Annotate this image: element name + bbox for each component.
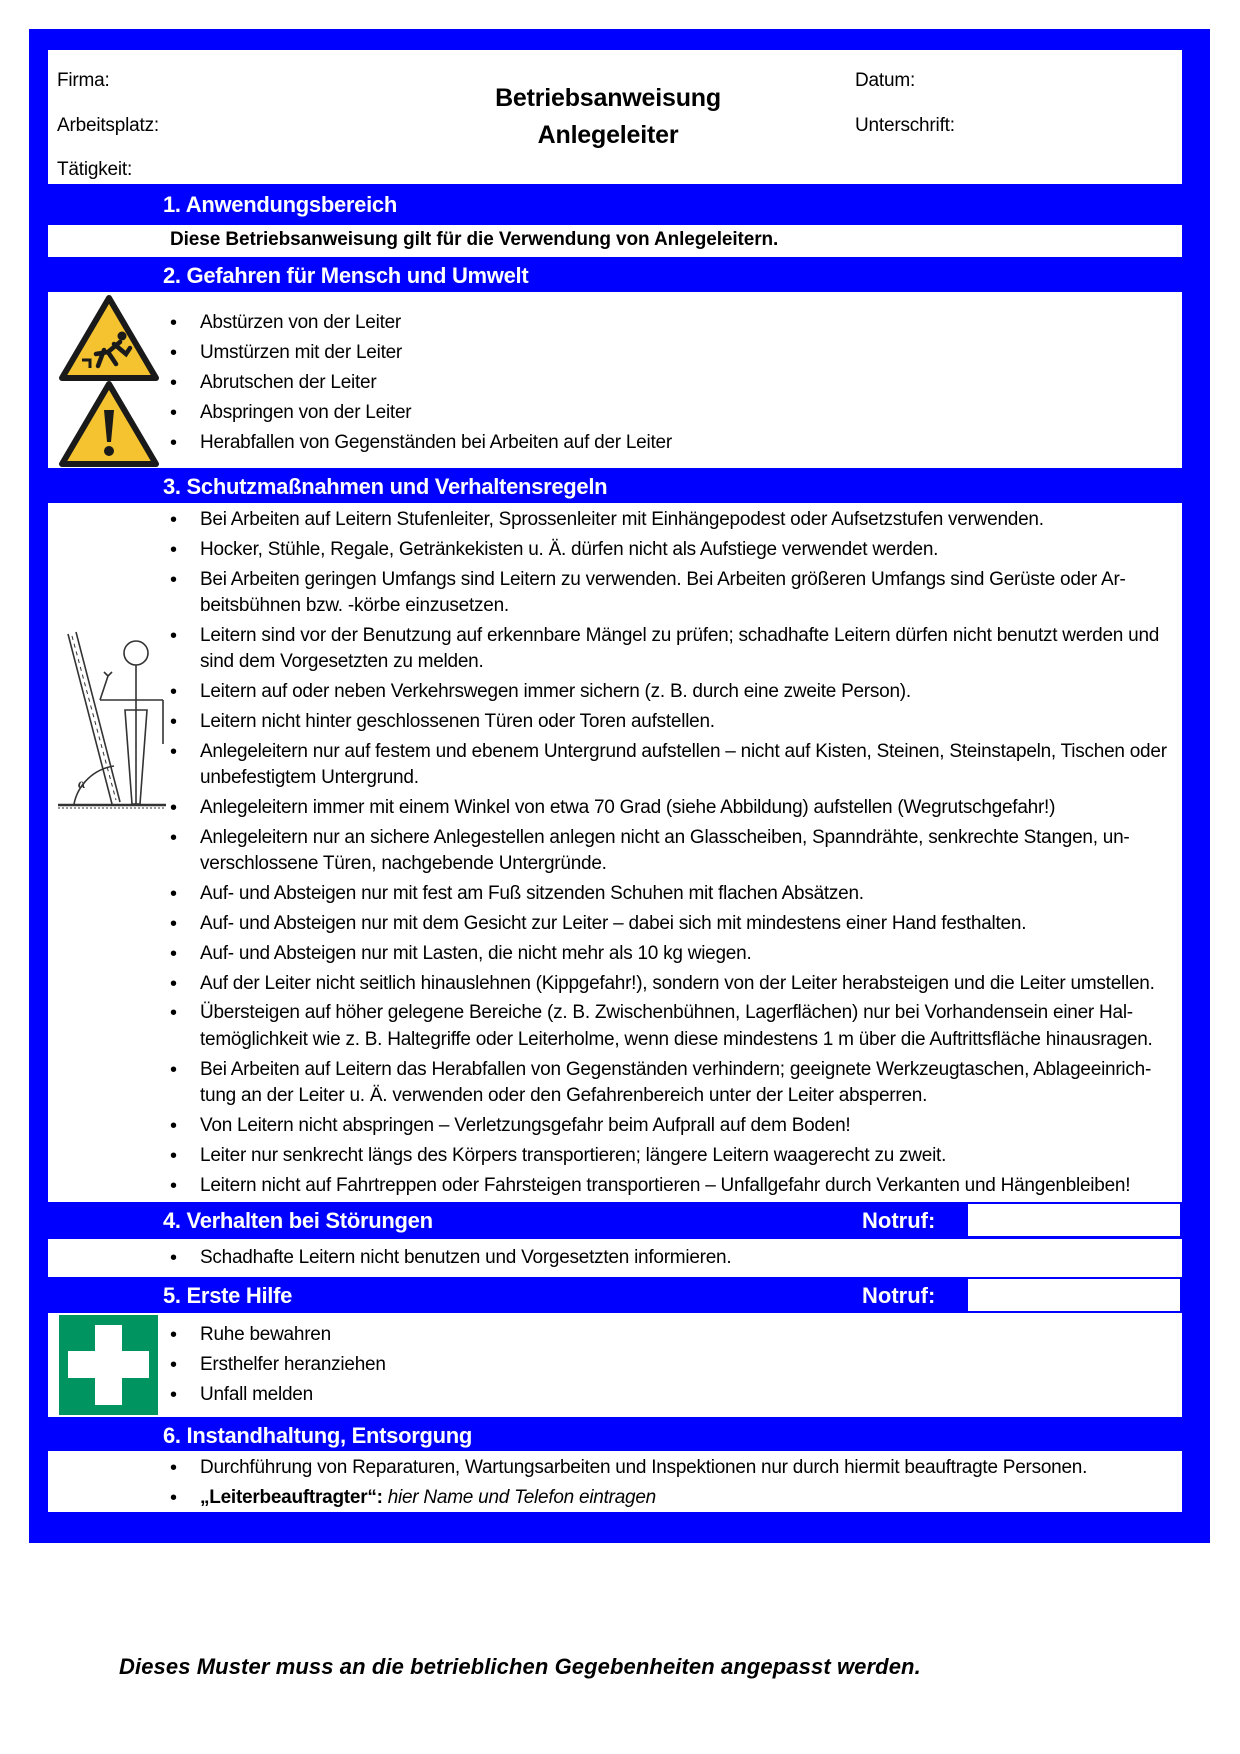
list-item: • Umstürzen mit der Leiter (170, 338, 672, 368)
section-6-heading: 6. Instandhaltung, Entsorgung (163, 1423, 473, 1448)
angle-label: α (78, 777, 86, 792)
list-item: • Auf- und Absteigen nur mit Lasten, die nicht mehr als 10 kg wiegen. (170, 941, 1180, 968)
list-item: • Leitern sind vor der Benutzung auf erkennbare Mängel zu prüfen; schadhafte Leitern dürfen nicht benutzt werden und sind dem Vorgesetzten zu melden. (170, 623, 1180, 676)
section-2-list (170, 308, 672, 458)
section-1-text: Diese Betriebsanweisung gilt für die Verwendung von Anlegeleitern. (170, 229, 779, 250)
general-warning-icon (58, 380, 160, 468)
list-item: • Leitern nicht hinter geschlossenen Türen oder Toren aufstellen. (170, 709, 1180, 736)
list-item: • Schadhafte Leitern nicht benutzen und Vorgesetzten informieren. (170, 1245, 731, 1271)
list-item: • Durchführung von Reparaturen, Wartungsarbeiten und Inspektionen nur durch hiermit beauftragte Personen. (170, 1453, 1087, 1483)
section-3-list (170, 507, 1180, 1202)
document-title: Betriebsanweisung (495, 84, 721, 112)
section-2-heading: 2. Gefahren für Mensch und Umwelt (163, 263, 529, 288)
list-item: • Abrutschen der Leiter (170, 368, 672, 398)
list-item: • Abstürzen von der Leiter (170, 308, 672, 338)
ladder-angle-illustration-icon (58, 628, 166, 816)
section-5-notruf-label: Notruf: (862, 1283, 936, 1308)
list-item: • Unfall melden (170, 1380, 386, 1410)
unterschrift-label: Unterschrift: (855, 115, 955, 136)
list-item: • Leitern nicht auf Fahrtreppen oder Fahrsteigen transportieren – Unfallgefahr durch Verkanten und Hängenbleiben! (170, 1173, 1180, 1200)
list-item: • Hocker, Stühle, Regale, Getränkekisten u. Ä. dürfen nicht als Aufstiege verwendet werden. (170, 537, 1180, 564)
list-item: • Bei Arbeiten auf Leitern Stufenleiter, Sprossenleiter mit Einhängepodest oder Aufsetzstufen verwenden. (170, 507, 1180, 534)
taetigkeit-label: Tätigkeit: (57, 159, 133, 180)
list-item: • Anlegeleitern nur an sichere Anlegestellen anlegen nicht an Glasscheiben, Spanndrähte, senkrechte Stangen, un-verschlossene Türen, nachgebende Untergründe. (170, 825, 1180, 878)
list-item: • Ruhe bewahren (170, 1320, 386, 1350)
list-item: • Auf- und Absteigen nur mit fest am Fuß sitzenden Schuhen mit flachen Absätzen. (170, 881, 1180, 908)
section-6-list (170, 1453, 1087, 1513)
section-4-notruf-field[interactable] (968, 1204, 1180, 1238)
list-item: • Ersthelfer heranziehen (170, 1350, 386, 1380)
list-item: • Leiter nur senkrecht längs des Körpers transportieren; längere Leitern waagerecht zu zweit. (170, 1143, 1180, 1170)
list-item: • Bei Arbeiten auf Leitern das Herabfallen von Gegenständen verhindern; geeignete Werkzeugtaschen, Ablageeinrich-tung an der Leiter u. Ä. verwenden oder den Gefahrenbereich unter der Leiter absperren. (170, 1057, 1180, 1110)
list-item: • Leitern auf oder neben Verkehrswegen immer sichern (z. B. durch eine zweite Person). (170, 679, 1180, 706)
section-4-notruf-label: Notruf: (862, 1208, 936, 1233)
responsible-value[interactable]: hier Name und Telefon eintragen (387, 1487, 656, 1508)
list-item: • Anlegeleitern nur auf festem und ebenem Untergrund aufstellen – nicht auf Kisten, Steinen, Steinstapeln, Tischen oder unbefestigtem Untergrund. (170, 739, 1180, 792)
datum-label: Datum: (855, 70, 916, 91)
list-item: • Von Leitern nicht abspringen – Verletzungsgefahr beim Aufprall auf dem Boden! (170, 1113, 1180, 1140)
header-panel (48, 50, 1182, 184)
footer-note: Dieses Muster muss an die betrieblichen Gegebenheiten angepasst werden. (119, 1654, 921, 1679)
firma-label: Firma: (57, 70, 110, 91)
list-item-responsible (170, 1483, 1087, 1513)
list-item: • Anlegeleitern immer mit einem Winkel von etwa 70 Grad (siehe Abbildung) aufstellen (Wegrutschgefahr!) (170, 795, 1180, 822)
list-item: • Abspringen von der Leiter (170, 398, 672, 428)
document-subtitle: Anlegeleiter (537, 121, 679, 149)
list-item: • Bei Arbeiten geringen Umfangs sind Leitern zu verwenden. Bei Arbeiten größeren Umfangs sind Gerüste oder Ar-beitsbühnen bzw. -körbe einzusetzen. (170, 567, 1180, 620)
list-item: • Herabfallen von Gegenständen bei Arbeiten auf der Leiter (170, 428, 672, 458)
section-1-heading: 1. Anwendungsbereich (163, 192, 398, 217)
section-4-heading: 4. Verhalten bei Störungen (163, 1208, 433, 1233)
fall-hazard-warning-icon (58, 294, 160, 382)
list-item: • Übersteigen auf höher gelegene Bereiche (z. B. Zwischenbühnen, Lagerflächen) nur bei Vorhandensein einer Hal-temöglichkeit wie z. B. Haltegriffe oder Leiterholme, wenn diese mindestens 1 m über die Auftrittsfläche hinausragen. (170, 1000, 1180, 1053)
section-4-list (170, 1245, 731, 1271)
section-5-notruf-field[interactable] (968, 1279, 1180, 1313)
section-5-heading: 5. Erste Hilfe (163, 1283, 293, 1308)
responsible-label: „Leiterbeauftragter“: (200, 1487, 383, 1508)
first-aid-cross-icon (59, 1315, 158, 1415)
list-item: • Auf der Leiter nicht seitlich hinauslehnen (Kippgefahr!), sondern von der Leiter herabsteigen und die Leiter umstellen. (170, 971, 1180, 998)
list-item: • Auf- und Absteigen nur mit dem Gesicht zur Leiter – dabei sich mit mindestens einer Hand festhalten. (170, 911, 1180, 938)
section-3-heading: 3. Schutzmaßnahmen und Verhaltensregeln (163, 474, 608, 499)
arbeitsplatz-label: Arbeitsplatz: (57, 115, 159, 136)
section-5-list (170, 1320, 386, 1410)
